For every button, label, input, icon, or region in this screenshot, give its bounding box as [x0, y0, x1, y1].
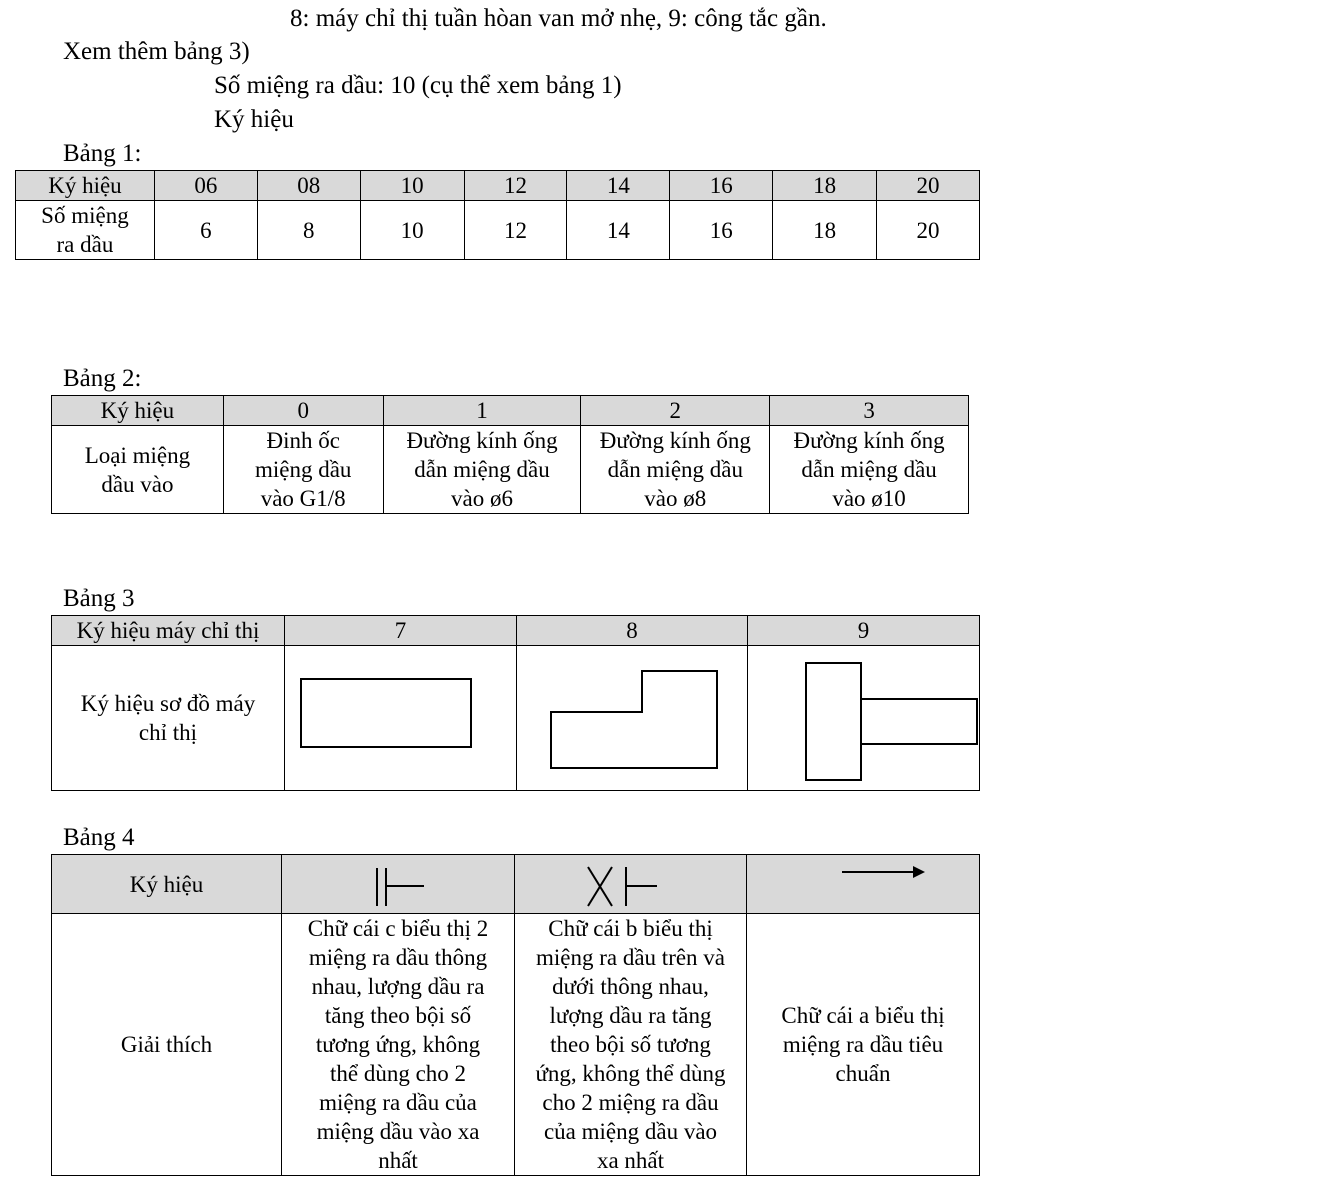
table3-header-cell: 8 — [517, 616, 748, 646]
table1-header-cell: 16 — [670, 171, 773, 201]
proximity-switch-symbol-icon — [748, 646, 979, 790]
table3-row-label: Ký hiệu sơ đồ máy chỉ thị — [52, 646, 285, 791]
table1-header-cell: 08 — [257, 171, 360, 201]
table3-symbol-cell — [748, 646, 980, 791]
arrow-right-icon — [747, 855, 979, 913]
table-1 — [15, 170, 980, 260]
table3-title: Bảng 3 — [63, 585, 135, 612]
table3-header-cell: 7 — [285, 616, 517, 646]
table1-header-cell: 18 — [773, 171, 877, 201]
table1-header-cell: 14 — [567, 171, 670, 201]
table4-header-symbol-cell — [747, 855, 980, 914]
table1-cell: 10 — [360, 201, 464, 260]
table4-header-symbol-cell — [515, 855, 747, 914]
table1-cell: 18 — [773, 201, 877, 260]
table2-cell: Đường kính ống dẫn miệng dầu vào ø6 — [383, 426, 581, 514]
table-3 — [51, 615, 980, 791]
table2-title: Bảng 2: — [63, 365, 142, 392]
symbol-b-icon — [515, 855, 746, 913]
stepped-shape-symbol-icon — [517, 646, 747, 790]
table2-header-label: Ký hiệu — [52, 396, 224, 426]
table3-header-label: Ký hiệu máy chỉ thị — [52, 616, 285, 646]
table2-cell: Đinh ốc miệng dầu vào G1/8 — [223, 426, 383, 514]
table1-cell: 20 — [877, 201, 980, 260]
table2-cell: Đường kính ống dẫn miệng dầu vào ø10 — [770, 426, 969, 514]
table3-symbol-cell — [517, 646, 748, 791]
table1-header-cell: 12 — [464, 171, 567, 201]
table3-header-cell: 9 — [748, 616, 980, 646]
intro-line-4: Ký hiệu — [214, 106, 294, 133]
table2-header-cell: 2 — [581, 396, 770, 426]
table1-row-label: Số miệng ra dầu — [16, 201, 155, 260]
table4-explanation-cell: Chữ cái b biểu thị miệng ra dầu trên và dưới thông nhau, lượng dầu ra tăng theo bội số tương ứng, không thể dùng cho 2 miệng ra dầu của miệng dầu vào xa nhất — [515, 914, 747, 1176]
table2-row-label: Loại miệng dầu vào — [52, 426, 224, 514]
table3-symbol-cell — [285, 646, 517, 791]
table1-header-label: Ký hiệu — [16, 171, 155, 201]
table2-header-cell: 0 — [223, 396, 383, 426]
table1-cell: 8 — [257, 201, 360, 260]
table4-header-label: Ký hiệu — [52, 855, 282, 914]
table-4 — [51, 854, 980, 1176]
table4-row-label: Giải thích — [52, 914, 282, 1176]
table-2 — [51, 395, 969, 514]
table1-cell: 14 — [567, 201, 670, 260]
table1-title: Bảng 1: — [63, 140, 142, 167]
intro-line-3: Số miệng ra dầu: 10 (cụ thể xem bảng 1) — [214, 72, 622, 99]
table2-header-cell: 3 — [770, 396, 969, 426]
table4-header-symbol-cell — [282, 855, 515, 914]
table1-header-cell: 10 — [360, 171, 464, 201]
table1-header-cell: 06 — [154, 171, 257, 201]
table4-title: Bảng 4 — [63, 824, 135, 851]
table4-explanation-cell: Chữ cái c biểu thị 2 miệng ra dầu thông nhau, lượng dầu ra tăng theo bội số tương ứng, không thể dùng cho 2 miệng ra dầu của miệng dầu vào xa nhất — [282, 914, 515, 1176]
table1-cell: 12 — [464, 201, 567, 260]
table2-cell: Đường kính ống dẫn miệng dầu vào ø8 — [581, 426, 770, 514]
intro-line-1: 8: máy chỉ thị tuần hòan van mở nhẹ, 9: công tắc gần. — [290, 5, 827, 32]
intro-line-2: Xem thêm bảng 3) — [63, 38, 250, 65]
table1-cell: 6 — [154, 201, 257, 260]
table1-header-cell: 20 — [877, 171, 980, 201]
table2-header-cell: 1 — [383, 396, 581, 426]
rectangle-symbol-icon — [285, 646, 516, 790]
symbol-c-icon — [282, 855, 514, 913]
table1-cell: 16 — [670, 201, 773, 260]
table4-explanation-cell: Chữ cái a biểu thị miệng ra dầu tiêu chuẩn — [747, 914, 980, 1176]
